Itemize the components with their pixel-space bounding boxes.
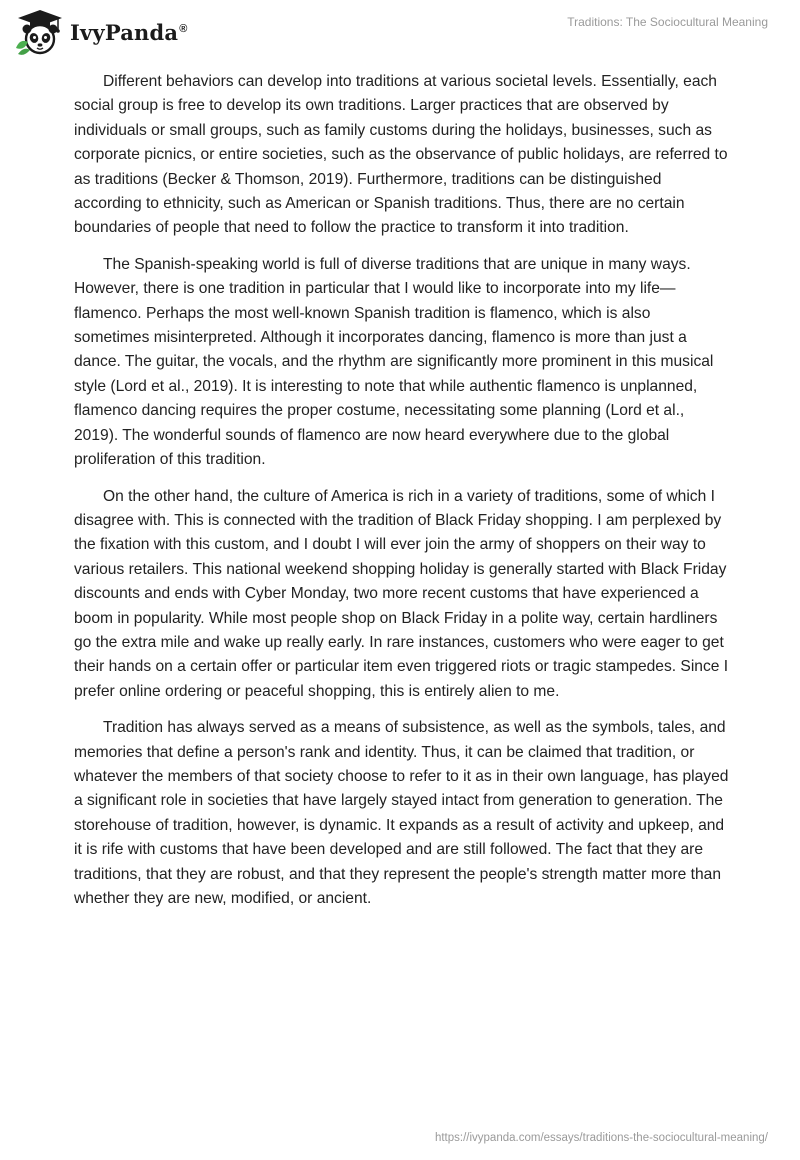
paragraph-3: On the other hand, the culture of America is rich in a variety of traditions, some of which I disagree with. This is connected with the tradition of Black Friday shopping. I am perplexed by the fixation with this custom, and I doubt I will ever join the army of shoppers on their way to various retailers. This national weekend shopping holiday is generally started with Black Friday discounts and ends with Cyber Monday, two more recent customs that have experienced a boom in popularity. While most people shop on Black Friday in a polite way, certain hardliners go the extra mile and wake up really early. In rare instances, customers who were eager to get their hands on a certain offer or particular item even triggered riots or tragic stampedes. Since I prefer online ordering or peaceful shopping, this is entirely alien to me. (74, 487, 729, 700)
paragraph-2: The Spanish-speaking world is full of diverse traditions that are unique in many ways. However, there is one tradition in particular that I would like to incorporate into my life—flamenco. Perhaps the most well-known Spanish tradition is flamenco, which is also sometimes misinterpreted. Although it incorporates dancing, flamenco is more than just a dance. The guitar, the vocals, and the rhythm are significantly more prominent in this musical style (Lord et al., 2019). It is interesting to note that while authentic flamenco is unplanned, flamenco dancing requires the proper costume, necessitating some planning (Lord et al., 2019). The wonderful sounds of flamenco are now heard everywhere due to the global proliferation of this tradition. (74, 255, 714, 469)
registered-mark: ® (179, 22, 188, 35)
panda-graduation-cap-icon (14, 8, 66, 56)
logo-text: IvyPanda (70, 19, 179, 45)
source-url-link[interactable]: https://ivypanda.com/essays/traditions-the-sociocultural-meaning/ (434, 1132, 768, 1144)
logo-wordmark (70, 20, 188, 45)
page-header (0, 0, 800, 60)
paragraph-1: Different behaviors can develop into traditions at various societal levels. Essentially, each social group is free to develop its own traditions. Larger practices that are observed by individuals or small groups, such as family customs during the holidays, businesses, such as corporate picnics, or entire societies, such as the observance of public holidays, are referred to as traditions (Becker & Thomson, 2019). Furthermore, traditions can be distinguished according to ethnicity, such as American or Spanish traditions. Thus, there are no certain boundaries of people that need to follow the practice to transform it into tradition. (74, 73, 728, 237)
document-title: Traditions: The Sociocultural Meaning (567, 15, 768, 29)
ivypanda-logo[interactable] (14, 8, 188, 56)
paragraph-4: Tradition has always served as a means of subsistence, as well as the symbols, tales, and memories that define a person's rank and identity. Thus, it can be claimed that tradition, or whatever the members of that society choose to refer to it as in their own language, has played a significant role in societies that have largely stayed intact from generation to generation. The storehouse of tradition, however, is dynamic. It expands as a result of activity and upkeep, and it is rife with customs that have been developed and are still followed. The fact that they are traditions, that they are robust, and that they represent the people's strength matter more than whether they are new, modified, or ancient. (74, 719, 729, 907)
essay-body (74, 70, 730, 923)
